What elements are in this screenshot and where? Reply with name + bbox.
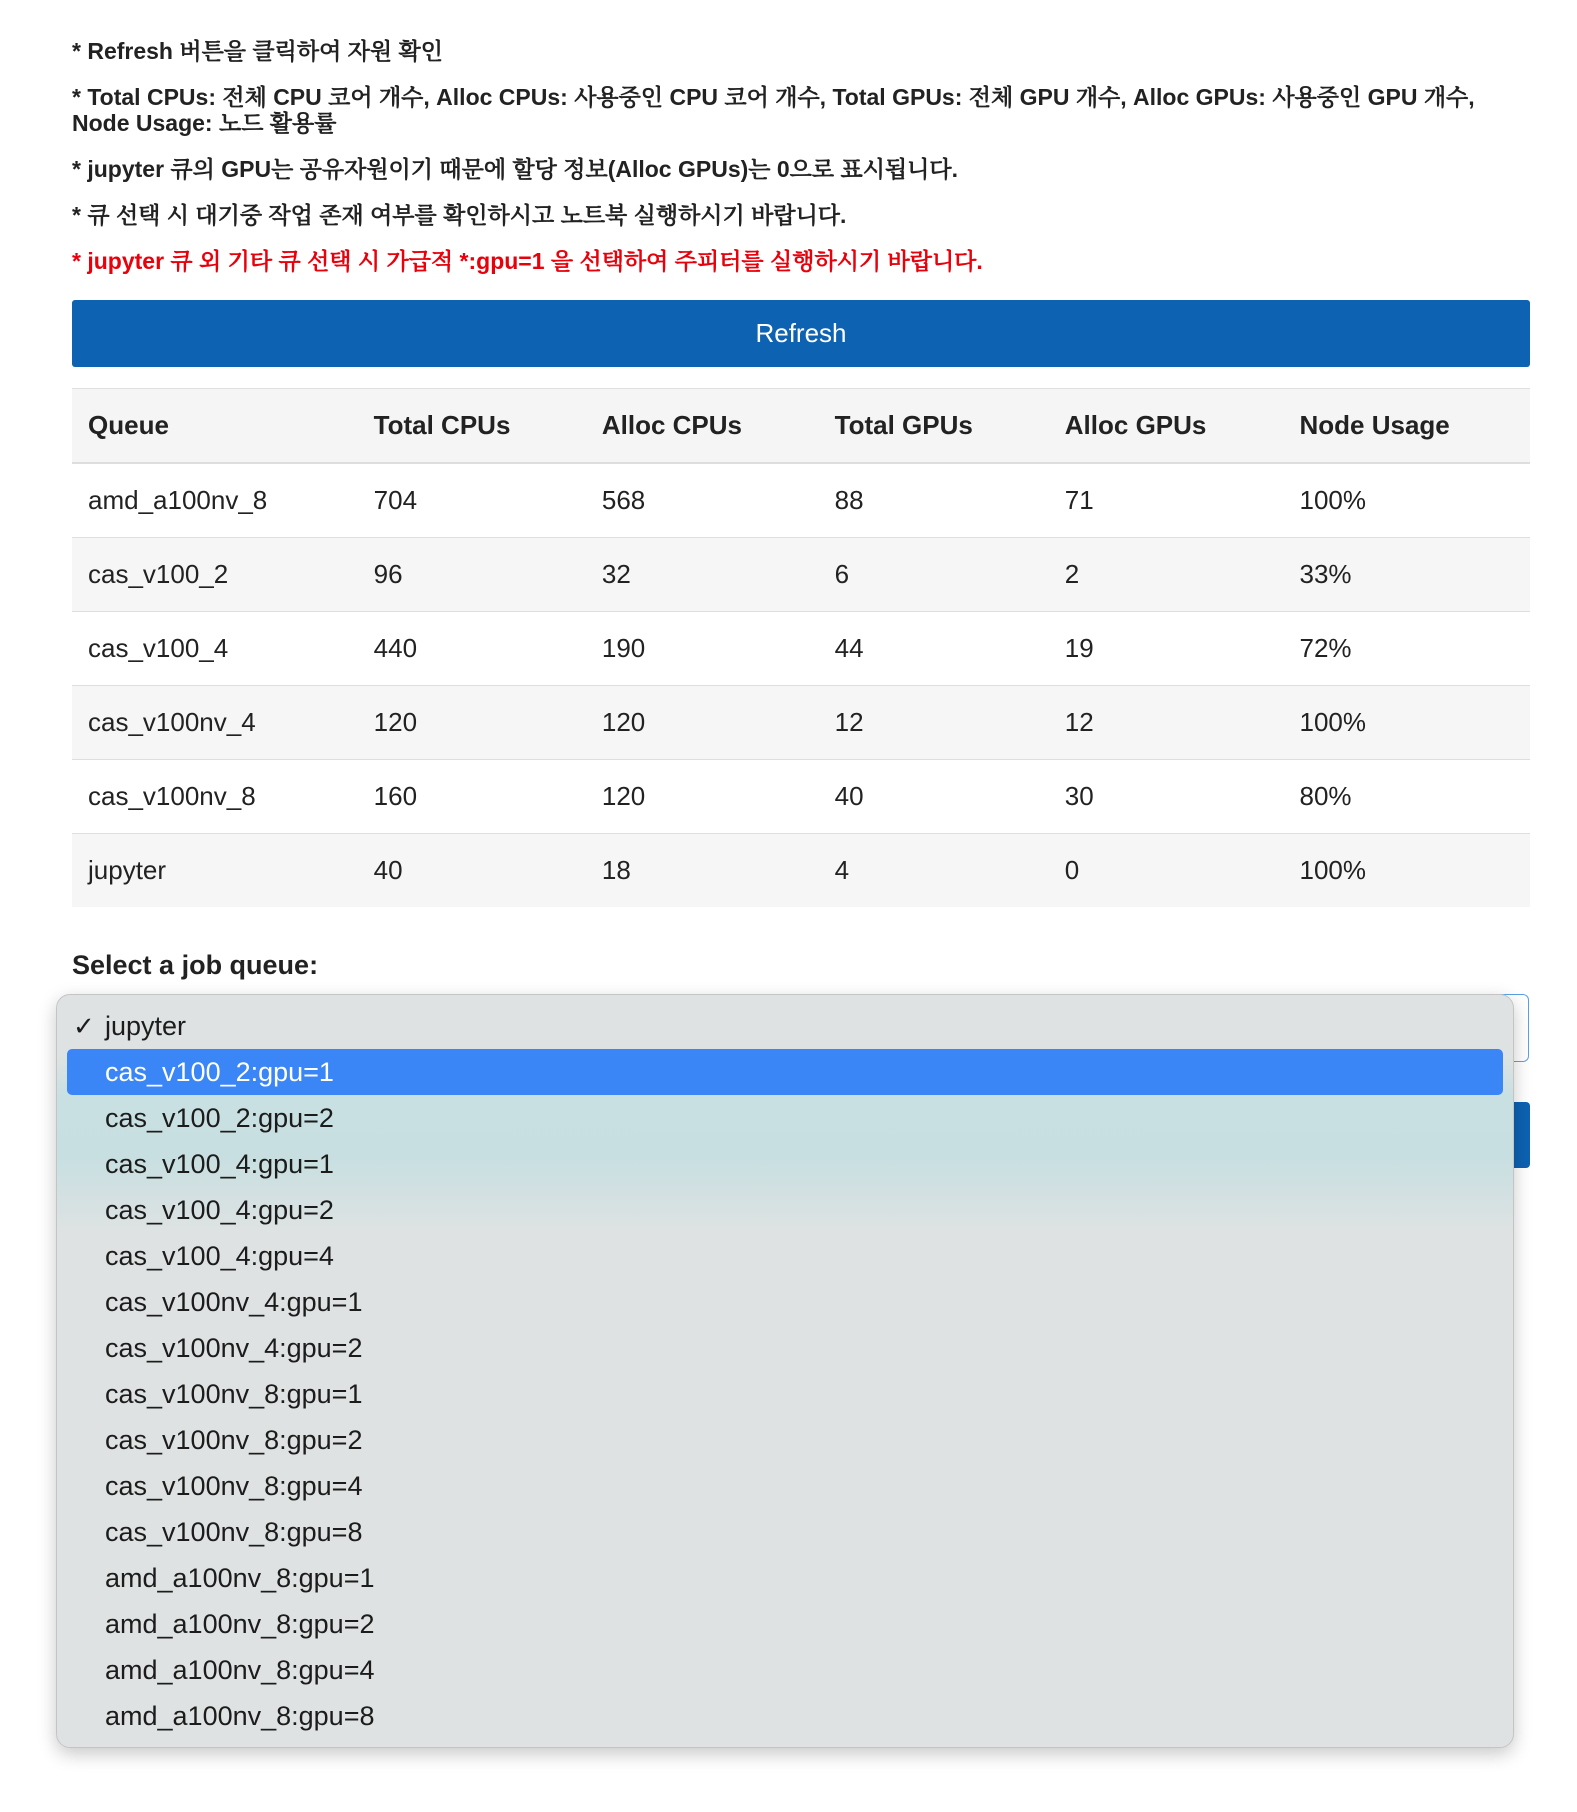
note-jupyter-gpu: * jupyter 큐의 GPU는 공유자원이기 때문에 할당 정보(Alloc GPUs)는 0으로 표시됩니다. bbox=[72, 156, 958, 182]
cell-queue: cas_v100nv_4 bbox=[72, 686, 358, 760]
cell-alloc-gpus: 30 bbox=[1049, 760, 1284, 834]
cell-node-usage: 100% bbox=[1284, 834, 1531, 908]
option-cas-v100nv-8-gpu-2[interactable]: cas_v100nv_8:gpu=2 bbox=[105, 1425, 363, 1455]
option-amd-a100nv-8-gpu-1[interactable]: amd_a100nv_8:gpu=1 bbox=[105, 1563, 375, 1593]
cell-total-cpus: 440 bbox=[358, 612, 586, 686]
cell-alloc-cpus: 190 bbox=[586, 612, 819, 686]
resource-table bbox=[72, 388, 1530, 907]
table-row bbox=[72, 760, 1530, 834]
job-queue-dropdown bbox=[56, 994, 1514, 1748]
cell-alloc-cpus: 568 bbox=[586, 463, 819, 538]
option-cas-v100-2-gpu-2[interactable]: cas_v100_2:gpu=2 bbox=[105, 1103, 334, 1133]
option-cas-v100nv-8-gpu-1[interactable]: cas_v100nv_8:gpu=1 bbox=[105, 1379, 363, 1409]
cell-queue: amd_a100nv_8 bbox=[72, 463, 358, 538]
col-alloc-cpus: Alloc CPUs bbox=[586, 389, 819, 464]
table-row bbox=[72, 834, 1530, 908]
cell-alloc-gpus: 71 bbox=[1049, 463, 1284, 538]
cell-total-gpus: 6 bbox=[819, 538, 1049, 612]
cell-alloc-cpus: 120 bbox=[586, 686, 819, 760]
cell-total-cpus: 96 bbox=[358, 538, 586, 612]
option-cas-v100nv-4-gpu-2[interactable]: cas_v100nv_4:gpu=2 bbox=[105, 1333, 363, 1363]
cell-total-gpus: 12 bbox=[819, 686, 1049, 760]
cell-alloc-gpus: 0 bbox=[1049, 834, 1284, 908]
option-amd-a100nv-8-gpu-4[interactable]: amd_a100nv_8:gpu=4 bbox=[105, 1655, 375, 1685]
cell-node-usage: 33% bbox=[1284, 538, 1531, 612]
table-row bbox=[72, 686, 1530, 760]
cell-queue: cas_v100_2 bbox=[72, 538, 358, 612]
note-queue-wait: * 큐 선택 시 대기중 작업 존재 여부를 확인하시고 노트북 실행하시기 바랍니다. bbox=[72, 202, 847, 228]
note-warning: * jupyter 큐 외 기타 큐 선택 시 가급적 *:gpu=1 을 선택하여 주피터를 실행하시기 바랍니다. bbox=[72, 248, 983, 274]
option-cas-v100nv-8-gpu-4[interactable]: cas_v100nv_8:gpu=4 bbox=[105, 1471, 363, 1501]
cell-node-usage: 100% bbox=[1284, 463, 1531, 538]
cell-total-gpus: 88 bbox=[819, 463, 1049, 538]
checkmark-icon: ✓ bbox=[73, 1011, 95, 1041]
cell-total-gpus: 40 bbox=[819, 760, 1049, 834]
col-total-cpus: Total CPUs bbox=[358, 389, 586, 464]
table-row bbox=[72, 538, 1530, 612]
option-amd-a100nv-8-gpu-8[interactable]: amd_a100nv_8:gpu=8 bbox=[105, 1701, 375, 1731]
cell-total-cpus: 120 bbox=[358, 686, 586, 760]
cell-total-cpus: 704 bbox=[358, 463, 586, 538]
cell-total-gpus: 4 bbox=[819, 834, 1049, 908]
table-header-row bbox=[72, 389, 1530, 464]
cell-queue: jupyter bbox=[72, 834, 358, 908]
note-refresh: * Refresh 버튼을 클릭하여 자원 확인 bbox=[72, 38, 443, 64]
col-total-gpus: Total GPUs bbox=[819, 389, 1049, 464]
option-jupyter[interactable] bbox=[57, 1003, 1513, 1049]
option-cas-v100-2-gpu-1[interactable]: cas_v100_2:gpu=1 bbox=[67, 1049, 1503, 1095]
cell-total-gpus: 44 bbox=[819, 612, 1049, 686]
cell-queue: cas_v100_4 bbox=[72, 612, 358, 686]
option-label: jupyter bbox=[105, 1011, 187, 1041]
option-amd-a100nv-8-gpu-2[interactable]: amd_a100nv_8:gpu=2 bbox=[105, 1609, 375, 1639]
cell-alloc-gpus: 19 bbox=[1049, 612, 1284, 686]
table-row bbox=[72, 612, 1530, 686]
col-node-usage: Node Usage bbox=[1284, 389, 1531, 464]
cell-alloc-cpus: 32 bbox=[586, 538, 819, 612]
cell-total-cpus: 160 bbox=[358, 760, 586, 834]
cell-node-usage: 100% bbox=[1284, 686, 1531, 760]
cell-alloc-gpus: 12 bbox=[1049, 686, 1284, 760]
option-cas-v100-4-gpu-4[interactable]: cas_v100_4:gpu=4 bbox=[105, 1241, 334, 1271]
cell-alloc-cpus: 120 bbox=[586, 760, 819, 834]
option-cas-v100nv-8-gpu-8[interactable]: cas_v100nv_8:gpu=8 bbox=[105, 1517, 363, 1547]
option-cas-v100-4-gpu-2[interactable]: cas_v100_4:gpu=2 bbox=[105, 1195, 334, 1225]
job-queue-label: Select a job queue: bbox=[72, 950, 319, 980]
table-row bbox=[72, 463, 1530, 538]
option-cas-v100nv-4-gpu-1[interactable]: cas_v100nv_4:gpu=1 bbox=[105, 1287, 363, 1317]
cell-node-usage: 80% bbox=[1284, 760, 1531, 834]
cell-total-cpus: 40 bbox=[358, 834, 586, 908]
option-cas-v100-4-gpu-1[interactable]: cas_v100_4:gpu=1 bbox=[105, 1149, 334, 1179]
note-columns: * Total CPUs: 전체 CPU 코어 개수, Alloc CPUs: 사용중인 CPU 코어 개수, Total GPUs: 전체 GPU 개수, Alloc GPUs: 사용중인 GPU 개수, Node Usage: 노드 활용률 bbox=[72, 84, 1475, 136]
instructions bbox=[72, 38, 1532, 294]
cell-node-usage: 72% bbox=[1284, 612, 1531, 686]
cell-alloc-cpus: 18 bbox=[586, 834, 819, 908]
refresh-button[interactable]: Refresh bbox=[72, 300, 1530, 367]
col-alloc-gpus: Alloc GPUs bbox=[1049, 389, 1284, 464]
col-queue: Queue bbox=[72, 389, 358, 464]
cell-alloc-gpus: 2 bbox=[1049, 538, 1284, 612]
cell-queue: cas_v100nv_8 bbox=[72, 760, 358, 834]
